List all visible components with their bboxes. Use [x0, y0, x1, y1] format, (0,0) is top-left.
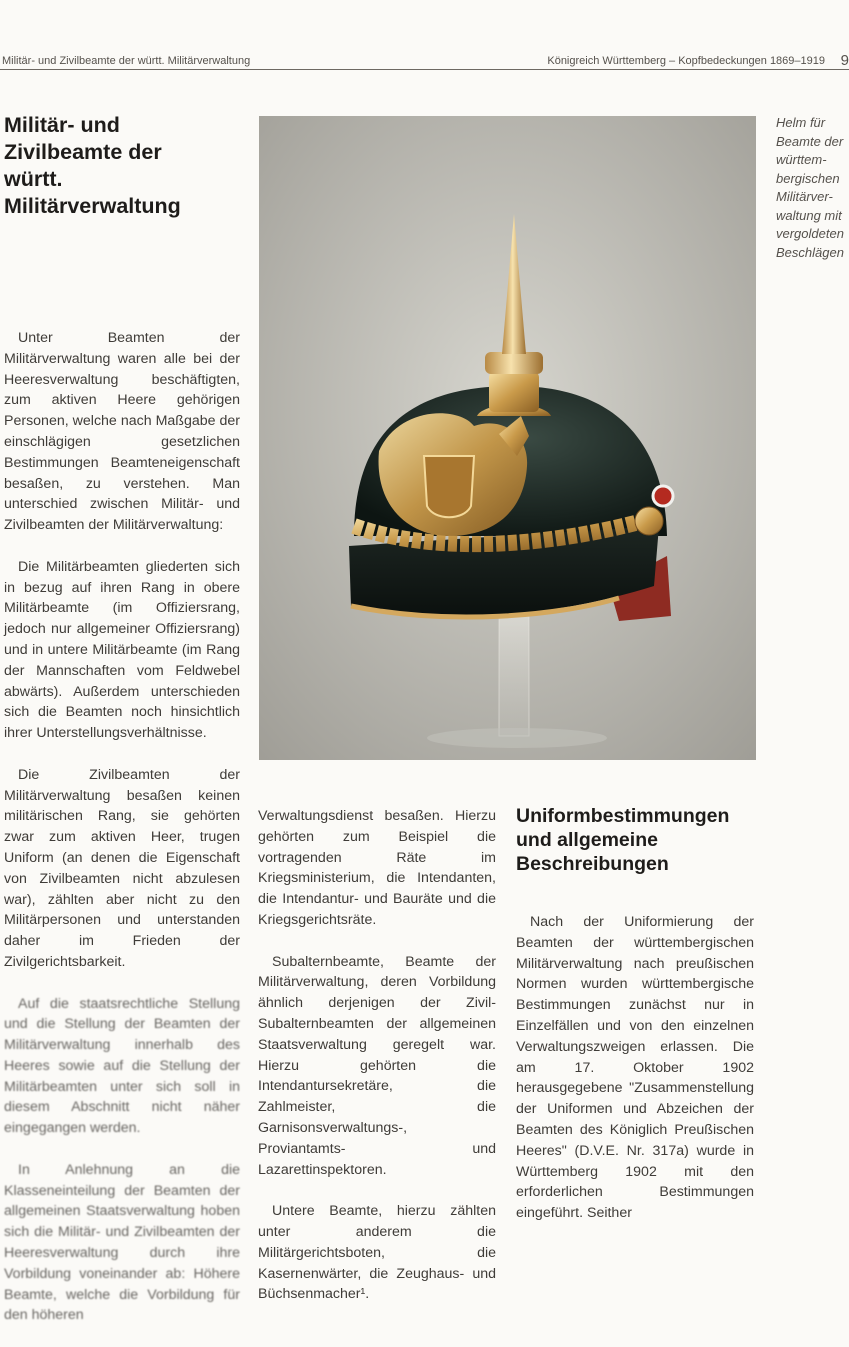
- caption-line: Helm für: [776, 115, 826, 130]
- pickelhaube-helmet-image: [259, 116, 756, 760]
- photo-caption: [776, 114, 849, 262]
- running-header: [0, 52, 849, 70]
- paragraph: Untere Beamte, hierzu zählten unter anderem die Militärgerichtsboten, die Kasernenwärter, die Zeughaus- und Büchsenmacher¹.: [258, 1203, 496, 1303]
- caption-line: Militärver-: [776, 189, 833, 204]
- title-line: Zivilbeamte der: [4, 140, 162, 164]
- paragraph: Die Zivilbeamten der Militärverwaltung besaßen keinen militärischen Rang, sie gehörten zwar zum aktiven Heer, trugen Uniform (an denen die Eigenschaft von Zivilbeamten nicht abzulesen war), zählten aber nicht zu den Militärpersonen und unterstanden daher im Frieden der Zivilgerichtsbarkeit.: [4, 766, 240, 970]
- page-title: [4, 112, 244, 220]
- paragraph: Auf die staatsrechtliche Stellung und die Stellung der Beamten der Militärverwaltung innerhalb des Heeres sowie auf die Stellung der Militärbeamten unter sich soll in diesem Abschnitt nicht näher eingegangen werden.: [4, 995, 240, 1137]
- text-column-1: [4, 328, 240, 1347]
- caption-line: waltung mit: [776, 207, 842, 223]
- caption-line: württem-: [776, 152, 827, 167]
- caption-line: Beamte der: [776, 133, 844, 149]
- paragraph: Die Militärbeamten gliederten sich in bezug auf ihren Rang in obere Militärbeamte (im Offiziersrang, jedoch nur allgemeiner Offiziersrang) und in untere Militärbeamte (im Rang der Mannschaften vom Feldwebel abwärts). Außerdem unterschieden sich die Beamten noch hinsichtlich ihrer Unterstellungsverhältnisse.: [4, 558, 240, 742]
- heading-line: Beschreibungen: [516, 853, 669, 875]
- heading-line: und allgemeine: [516, 829, 658, 851]
- header-rule: [0, 69, 849, 70]
- title-line: württ.: [4, 167, 63, 191]
- paragraph: In Anlehnung an die Klasseneinteilung der Beamten der allgemeinen Staatsverwaltung hoben sich die Militär- und Zivilbeamten der Heeresverwaltung durch ihre Vorbildung voneinander ab: Höhere Beamte, welche die Vorbildung für den höheren: [4, 1161, 240, 1324]
- text-column-3: [516, 912, 754, 1245]
- helmet-photo: [259, 116, 756, 760]
- paragraph: Verwaltungsdienst besaßen. Hierzu gehörten zum Beispiel die vortragenden Räte im Kriegsministerium, die Intendanten, die Intendantur- und Bauräte und die Kriegsgerichtsräte.: [258, 808, 496, 928]
- running-header-left: Militär- und Zivilbeamte der württ. Militärverwaltung: [2, 55, 251, 67]
- caption-line: vergoldeten: [776, 226, 844, 241]
- title-line: Militärverwaltung: [4, 194, 181, 218]
- title-line: Militär- und: [4, 113, 120, 137]
- caption-line: bergischen: [776, 170, 840, 186]
- paragraph: Subalternbeamte, Beamte der Militärverwaltung, deren Vorbildung ähnlich derjenigen der Zivil-Subalternbeamten der allgemeinen Staatsverwaltung geregelt war. Hierzu gehörten die Intendantursekretäre, die Zahlmeister, die Garnisonsverwaltungs-, Proviantamts- und Lazarettinspektoren.: [258, 953, 496, 1178]
- heading-line: Uniformbestimmungen: [516, 805, 730, 827]
- paragraph: Unter Beamten der Militärverwaltung waren alle bei der Heeresverwaltung beschäftigten, zum aktiven Heere gehörigen Personen, welche nach Maßgabe der einschlägigen gesetzlichen Bestimmungen Beamteneigenschaft besaßen, zu verstehen. Man unterschied zwischen Militär- und Zivilbeamten der Militärverwaltung:: [4, 330, 240, 534]
- caption-line: Beschlägen: [776, 244, 844, 260]
- paragraph: Nach der Uniformierung der Beamten der württembergischen Militärverwaltung nach preußischen Normen wurden württembergische Bestimmungen zunächst nur in Einzelfällen und von den einzelnen Verwaltungszweigen erlassen. Die am 17. Oktober 1902 herausgegebene "Zusammenstellung der Uniformen und Abzeichen der Beamten des Königlich Preußischen Heeres" (D.V.E. Nr. 317a) wurde in Württemberg 1902 mit den erforderlichen Bestimmungen eingeführt. Seither: [516, 914, 754, 1222]
- section-heading: [516, 804, 776, 876]
- page-number: 9: [840, 52, 849, 69]
- text-column-2: [258, 806, 496, 1326]
- running-header-right: Königreich Württemberg – Kopfbedeckungen 1869–1919: [547, 55, 825, 67]
